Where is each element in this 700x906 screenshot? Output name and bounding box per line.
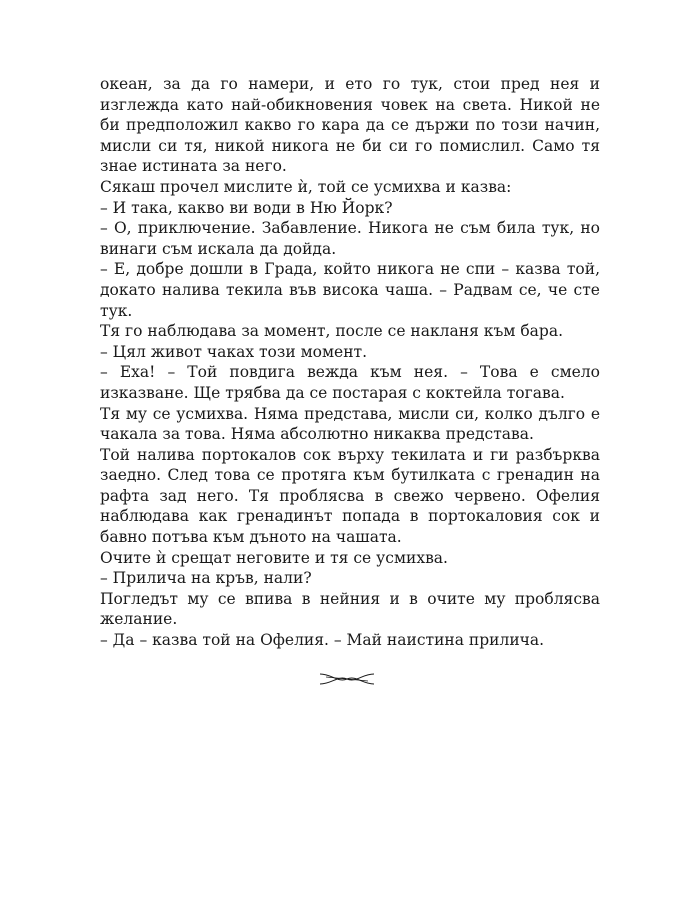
paragraph: Тя го наблюдава за момент, после се накланя към бара. (100, 322, 563, 341)
paragraph: Погледът му се впива в нейния и в очите му проблясва желание. (100, 589, 600, 629)
paragraph: Очите ѝ срещат неговите и тя се усмихва. (100, 548, 448, 567)
paragraph: Той налива портокалов сок върху текилата и ги разбърква заедно. След това се протяга към бутилката с гренадин на рафта зад него. Тя проблясва в свежо червено. Офелия наблюдава как гренадинът попада в портокаловия сок и бавно потъва към дъното на чашата. (100, 445, 600, 547)
dialogue-line: – Прилича на кръв, нали? (100, 569, 312, 588)
paragraph: Тя му се усмихва. Няма представа, мисли си, колко дълго е чакала за това. Няма абсолютно никаква представа. (100, 404, 600, 444)
paragraph: Сякаш прочел мислите ѝ, той се усмихва и казва: (100, 177, 512, 196)
dialogue-line: – Еха! – Той повдига вежда към нея. – Това е смело изказване. Ще трябва да се постарая с коктейла тогава. (100, 363, 600, 402)
body-text (100, 74, 600, 651)
dialogue-line: – О, приключение. Забавление. Никога не съм била тук, но винаги съм искала да дойда. (100, 219, 600, 258)
dialogue-line: – Да – казва той на Офелия. – Май наистина прилича. (100, 631, 545, 650)
dialogue-line: – Цял живот чаках този момент. (100, 342, 368, 361)
dialogue-line: – И така, какво ви води в Ню Йорк? (100, 198, 393, 217)
section-break-ornament-icon (318, 671, 376, 687)
dialogue-line: – Е, добре дошли в Града, който никога не спи – казва той, докато налива текила във висока чаша. – Радвам се, че сте тук. (100, 260, 600, 320)
paragraph: океан, за да го намери, и ето го тук, стои пред нея и изглежда като най-обикновения човек на света. Никой не би предположил какво го кара да се държи по този начин, мисли си тя, никой никога не би си го помислил. Само тя знае истината за него. (100, 75, 600, 176)
